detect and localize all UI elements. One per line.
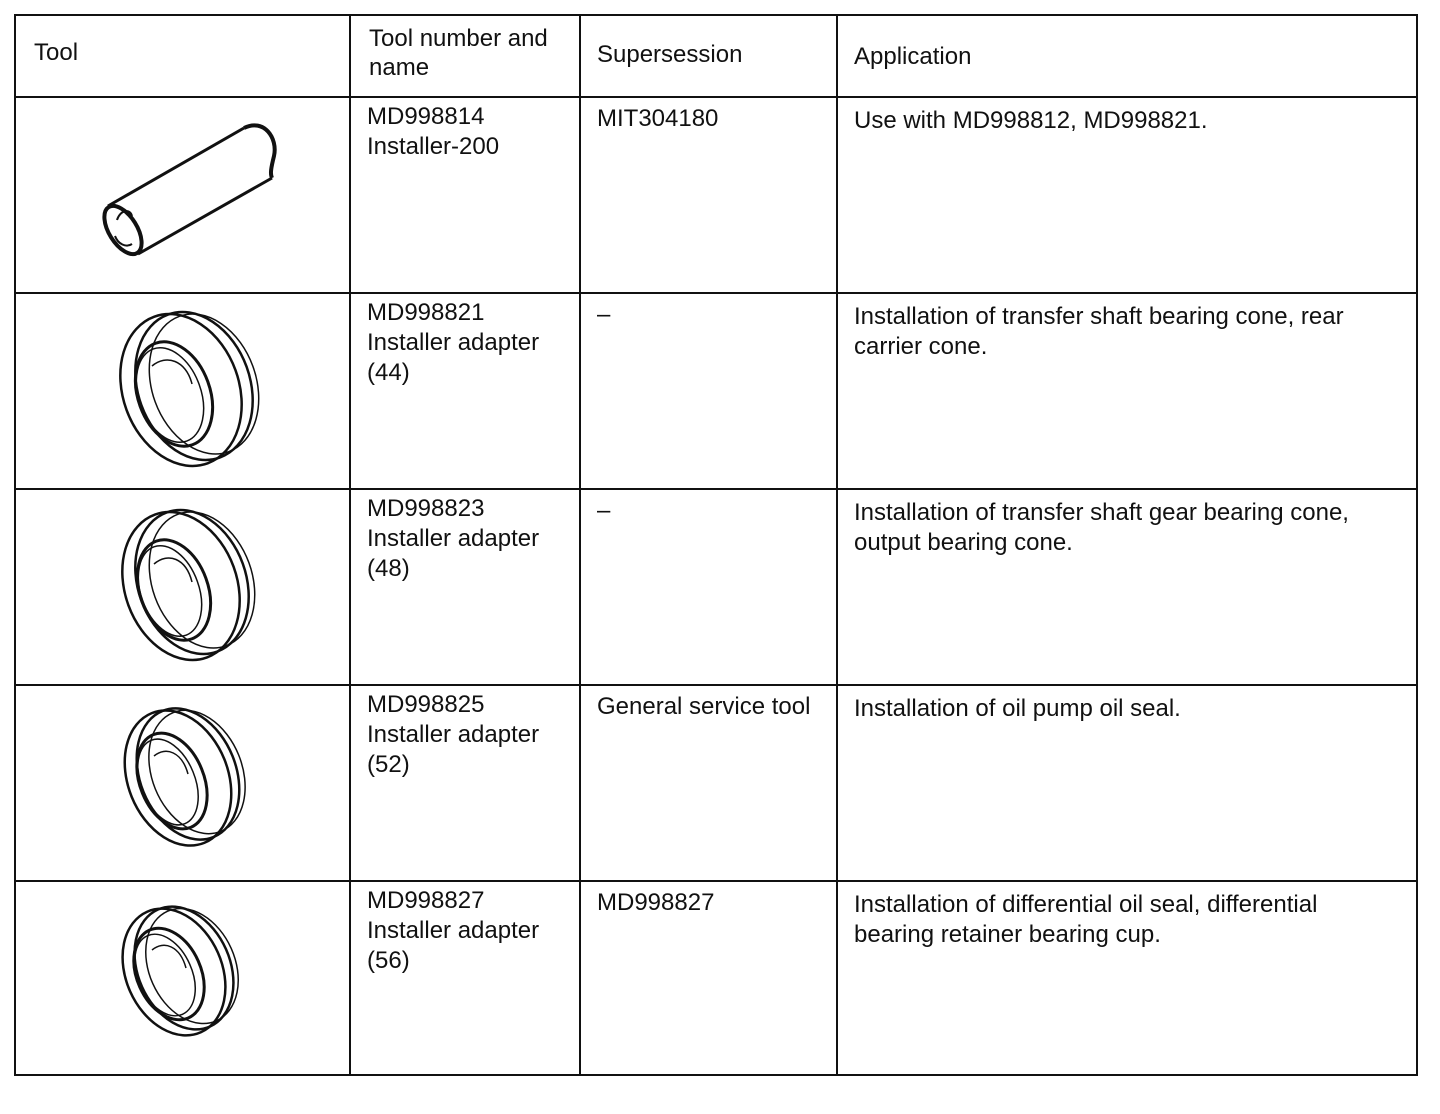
- tool-number: MD998814: [367, 103, 485, 130]
- tool-number: MD998827: [367, 887, 485, 914]
- tool-number: MD998825: [367, 691, 485, 718]
- tool-image-cell: [15, 685, 350, 881]
- header-application: Application: [837, 15, 1417, 97]
- application-cell: Use with MD998812, MD998821.: [837, 97, 1417, 293]
- tool-number-name-cell: [350, 489, 580, 685]
- installer-adapter-ring-icon: [16, 294, 351, 490]
- header-tool: Tool: [15, 15, 350, 97]
- tool-number: MD998823: [367, 495, 485, 522]
- installer-adapter-ring-icon: [16, 686, 351, 882]
- tool-name: Installer-200: [367, 133, 500, 160]
- supersession-cell: –: [580, 293, 837, 489]
- table-header-row: [15, 15, 1417, 97]
- installer-tube-icon: [16, 98, 351, 294]
- table-row: [15, 293, 1417, 489]
- table-row: [15, 685, 1417, 881]
- tool-image-cell: [15, 489, 350, 685]
- installer-adapter-ring-icon: [16, 490, 351, 686]
- tool-name: Installer adapter (48): [367, 525, 540, 582]
- supersession-cell: –: [580, 489, 837, 685]
- tool-number-name-cell: [350, 685, 580, 881]
- supersession-cell: MD998827: [580, 881, 837, 1075]
- tool-image-cell: [15, 293, 350, 489]
- tool-number-name-cell: [350, 293, 580, 489]
- tool-image-cell: [15, 97, 350, 293]
- application-cell: Installation of transfer shaft gear bearing cone, output bearing cone.: [837, 489, 1417, 685]
- table-row: [15, 97, 1417, 293]
- supersession-cell: General service tool: [580, 685, 837, 881]
- tool-image-cell: [15, 881, 350, 1075]
- table-row: [15, 489, 1417, 685]
- table-row: [15, 881, 1417, 1075]
- application-cell: Installation of differential oil seal, differential bearing retainer bearing cup.: [837, 881, 1417, 1075]
- tool-number-name-cell: [350, 881, 580, 1075]
- supersession-cell: MIT304180: [580, 97, 837, 293]
- tool-number: MD998821: [367, 299, 485, 326]
- header-tool-number-name: Tool number and name: [350, 15, 580, 97]
- application-cell: Installation of transfer shaft bearing cone, rear carrier cone.: [837, 293, 1417, 489]
- header-supersession: Supersession: [580, 15, 837, 97]
- tool-number-name-cell: [350, 97, 580, 293]
- tool-name: Installer adapter (56): [367, 917, 540, 974]
- application-cell: Installation of oil pump oil seal.: [837, 685, 1417, 881]
- special-tools-table: [14, 14, 1418, 1076]
- tool-name: Installer adapter (52): [367, 721, 540, 778]
- tool-name: Installer adapter (44): [367, 329, 540, 386]
- installer-adapter-ring-icon: [16, 882, 351, 1078]
